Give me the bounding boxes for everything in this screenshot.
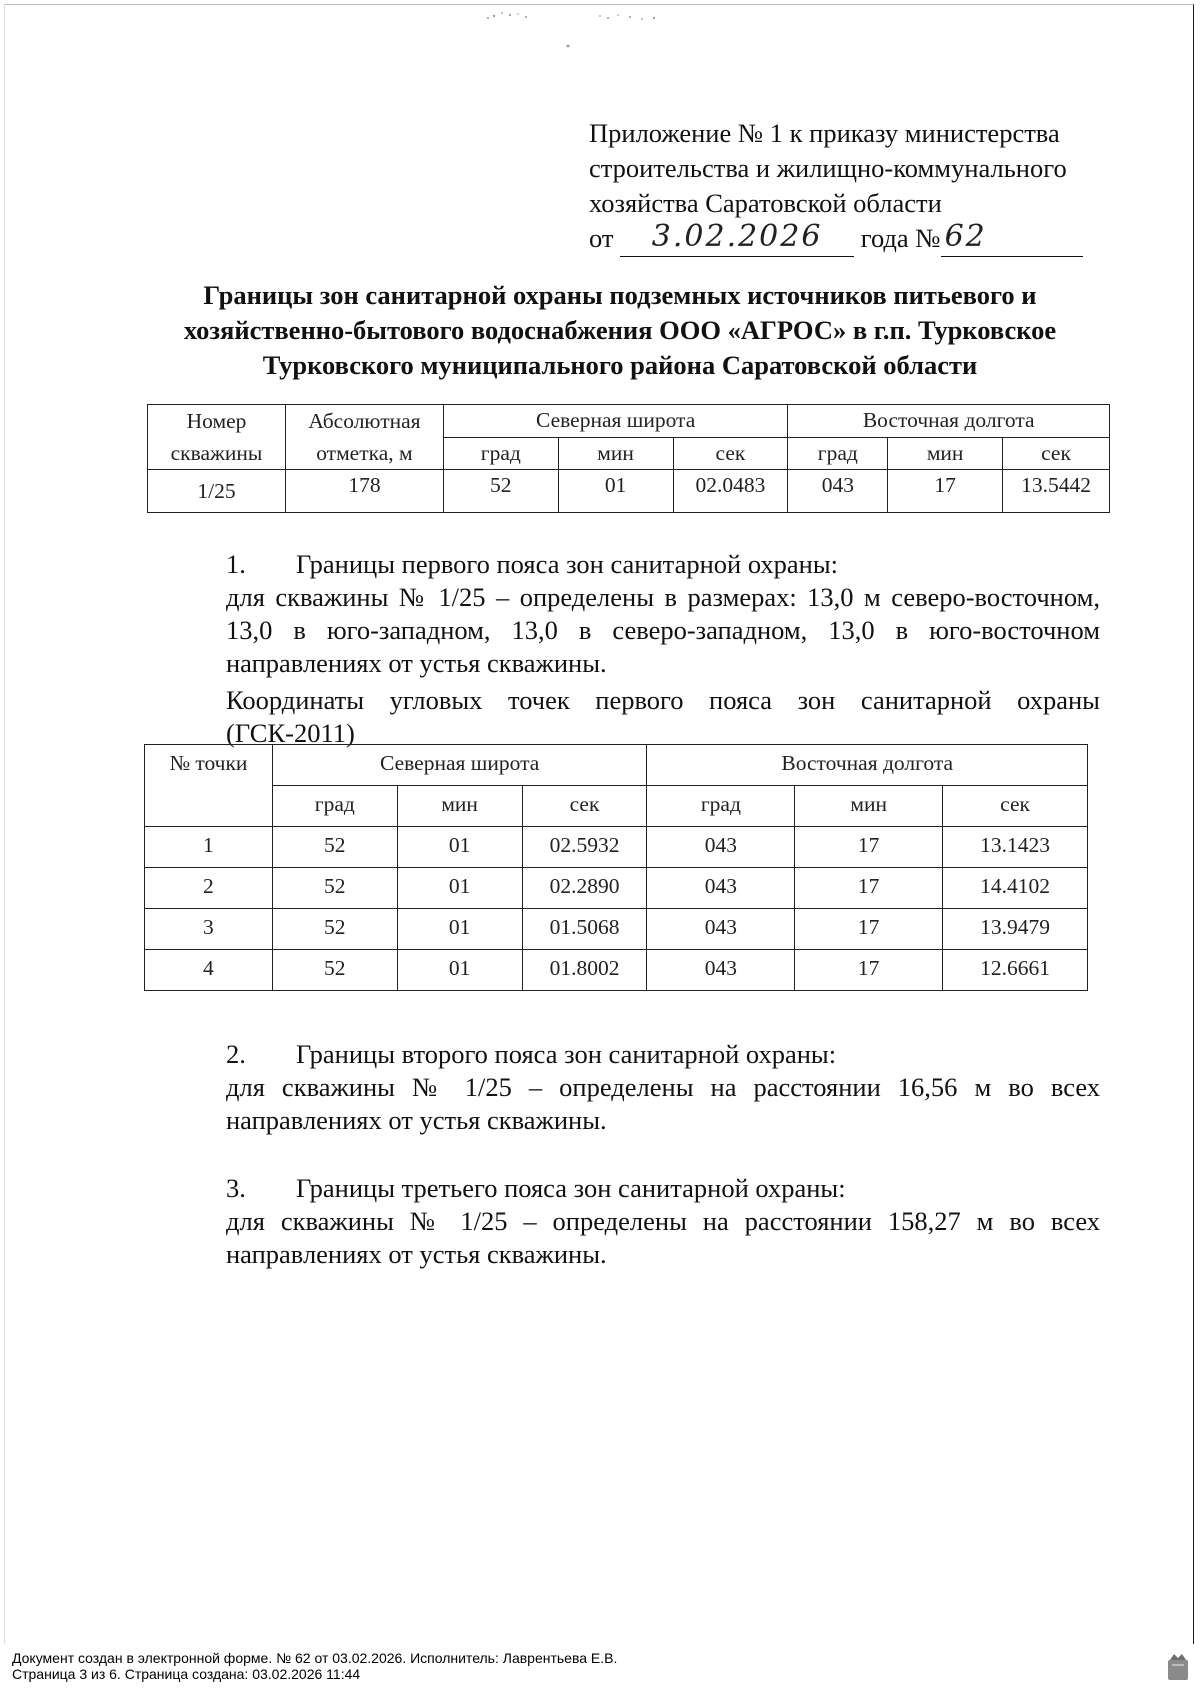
table-cell: 52 (272, 868, 397, 909)
table-row (145, 868, 1088, 909)
header-sec: сек (1003, 437, 1110, 470)
header-east-longitude: Восточная долгота (647, 745, 1088, 786)
section-3-number: 3. (226, 1173, 246, 1203)
section-2-number: 2. (226, 1039, 246, 1069)
header-deg: град (272, 786, 397, 827)
table-cell: 02.2890 (522, 868, 647, 909)
header-line-3: хозяйства Саратовской области (589, 188, 942, 218)
table-cell: 043 (788, 470, 888, 513)
section-1-number: 1. (226, 549, 246, 579)
section-2-title: Границы второго пояса зон санитарной охраны: (296, 1039, 837, 1069)
title-line-2: хозяйственно-бытового водоснабжения ООО «АГРОС» в г.п. Турковское (183, 315, 1057, 345)
table-cell: 13.9479 (943, 909, 1088, 950)
section-3-title: Границы третьего пояса зон санитарной охраны: (296, 1173, 846, 1203)
table-cell: 17 (795, 827, 943, 868)
header-min: мин (397, 786, 522, 827)
table-cell: 01 (397, 909, 522, 950)
scan-noise (480, 4, 740, 54)
section-1-title: Границы первого пояса зон санитарной охраны: (296, 549, 839, 579)
table-row (145, 827, 1088, 868)
table-cell: 01 (397, 868, 522, 909)
header-date-line (589, 221, 1109, 257)
table-cell: 3 (145, 909, 273, 950)
table-cell: 17 (888, 470, 1003, 513)
handwritten-date: 3.02.2026 (651, 219, 823, 254)
table-cell: 12.6661 (943, 950, 1088, 991)
header-deg: град (443, 437, 558, 470)
header-sec: сек (943, 786, 1088, 827)
section-3 (156, 1172, 1100, 1271)
date-field (620, 221, 854, 257)
appendix-header (589, 116, 1109, 257)
header-min: мин (795, 786, 943, 827)
header-sec: сек (673, 437, 788, 470)
year-number-label: года № (860, 223, 941, 253)
table-cell: 4 (145, 950, 273, 991)
section-3-text: для скважины № 1/25 – определены на расстоянии 158,27 м во всех направлениях от устья скважины. (226, 1206, 1100, 1269)
corner-points-table (144, 744, 1088, 991)
header-deg: град (647, 786, 795, 827)
section-1 (156, 548, 1100, 750)
title-line-1: Границы зон санитарной охраны подземных источников питьевого и (203, 280, 1037, 310)
header-point-number: № точки (145, 745, 273, 827)
table-cell: 02.0483 (673, 470, 788, 513)
section-1-heading (156, 548, 1100, 581)
table-cell: 17 (795, 909, 943, 950)
table-row (148, 470, 1110, 513)
header-altitude: Абсолютная отметка, м (285, 405, 443, 470)
section-2-heading (156, 1038, 1100, 1071)
table-cell: 52 (272, 950, 397, 991)
table-cell: 1/25 (148, 470, 286, 513)
header-east-longitude: Восточная долгота (788, 405, 1110, 438)
header-north-latitude: Северная широта (443, 405, 788, 438)
section-2-text: для скважины № 1/25 – определены на расстоянии 16,56 м во всех направлениях от устья скважины. (226, 1072, 1100, 1135)
footer-line-2: Страница 3 из 6. Страница создана: 03.02.2026 11:44 (12, 1666, 361, 1682)
table-cell: 14.4102 (943, 868, 1088, 909)
from-label: от (589, 223, 614, 253)
section-3-heading (156, 1172, 1100, 1205)
table-cell: 02.5932 (522, 827, 647, 868)
header-min: мин (888, 437, 1003, 470)
table-cell: 043 (647, 909, 795, 950)
header-deg: град (788, 437, 888, 470)
table-cell: 13.5442 (1003, 470, 1110, 513)
emblem-icon (1166, 1650, 1190, 1682)
table-row (145, 909, 1088, 950)
table-cell: 01 (558, 470, 673, 513)
table-cell: 17 (795, 950, 943, 991)
footer (12, 1650, 617, 1682)
section-2 (156, 1038, 1100, 1137)
header-sec: сек (522, 786, 647, 827)
header-line-1: Приложение № 1 к приказу министерства (589, 118, 1060, 148)
table-cell: 01 (397, 950, 522, 991)
table-cell: 2 (145, 868, 273, 909)
table-cell: 1 (145, 827, 273, 868)
table-cell: 01.5068 (522, 909, 647, 950)
table-cell: 01 (397, 827, 522, 868)
footer-line-1: Документ создан в электронной форме. № 62 от 03.02.2026. Исполнитель: Лаврентьева Е.В. (12, 1650, 618, 1666)
table-cell: 178 (285, 470, 443, 513)
coords-caption: Координаты угловых точек первого пояса зон санитарной охраны (ГСК-2011) (226, 685, 1100, 748)
table-cell: 043 (647, 868, 795, 909)
table-cell: 01.8002 (522, 950, 647, 991)
table-cell: 52 (272, 827, 397, 868)
table-cell: 043 (647, 950, 795, 991)
table-cell: 13.1423 (943, 827, 1088, 868)
table-cell: 52 (272, 909, 397, 950)
table-cell: 043 (647, 827, 795, 868)
header-line-2: строительства и жилищно-коммунального (589, 153, 1067, 183)
number-field (941, 221, 1083, 257)
header-well-number: Номер скважины (148, 405, 286, 470)
title-line-3: Турковского муниципального района Саратовской области (262, 350, 978, 380)
handwritten-number: 62 (944, 219, 987, 254)
table-row (145, 950, 1088, 991)
header-min: мин (558, 437, 673, 470)
document-title (140, 278, 1100, 383)
table-cell: 52 (443, 470, 558, 513)
section-1-text: для скважины № 1/25 – определены в размерах: 13,0 м северо-восточном, 13,0 в юго-западном, 13,0 в северо-западном, 13,0 в юго-восточном направлениях от устья скважины. (226, 582, 1100, 678)
table-cell: 17 (795, 868, 943, 909)
header-north-latitude: Северная широта (272, 745, 647, 786)
well-coordinates-table (147, 404, 1110, 513)
